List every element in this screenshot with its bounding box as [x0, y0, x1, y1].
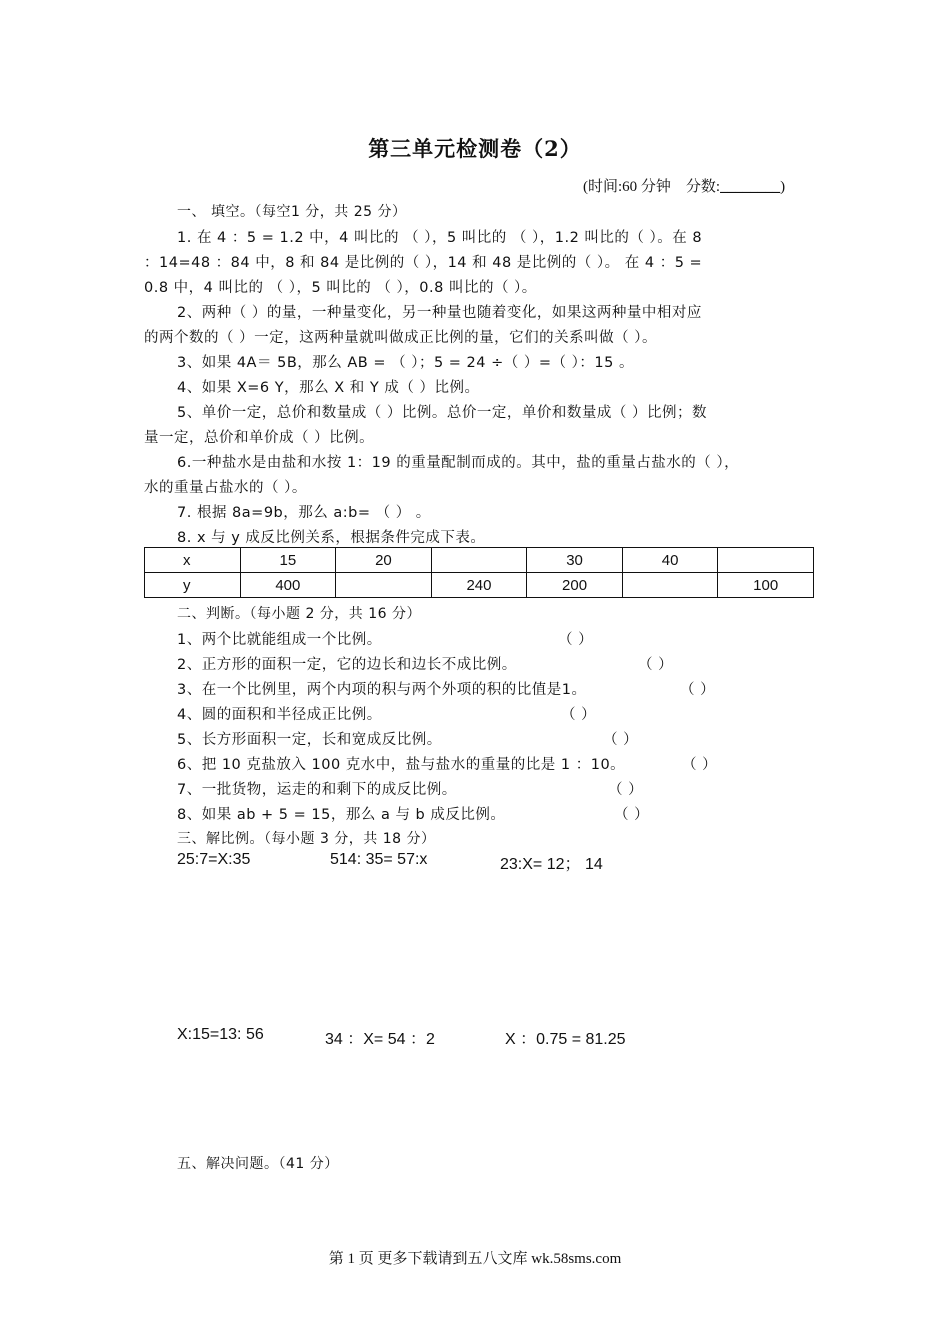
equation-3: 23:X= 12； 14: [500, 856, 603, 873]
table-cell: 100: [718, 573, 814, 598]
fill-line-7: 4、如果 X=6 Y，那么 X 和 Y 成（ ）比例。: [177, 380, 480, 396]
fill-line-6: 3、如果 4A＝ 5B，那么 AB = （ ）；5 = 24 ÷（ ）=（ ）：15 。: [177, 355, 634, 371]
equation-6: X ：0.75 = 81.25: [505, 1031, 626, 1048]
fill-line-4: 2、两种（ ）的量，一种量变化，另一种量也随着变化，如果这两种量中相对应: [177, 305, 702, 321]
fill-line-5: 的两个数的（ ）一定，这两种量就叫做成正比例的量，它们的关系叫做（ ）。: [144, 330, 657, 346]
proportion-table: [144, 547, 814, 598]
table-cell: 20: [336, 548, 432, 573]
fill-line-8: 5、单价一定，总价和数量成（ ）比例。总价一定，单价和数量成（ ）比例；数: [177, 405, 707, 421]
table-cell: 200: [527, 573, 623, 598]
judge-mark-6: （ ）: [682, 757, 718, 773]
section-3-heading: 三、解比例。（每小题 3 分，共 18 分）: [177, 831, 436, 847]
table-cell: 40: [622, 548, 718, 573]
judge-item-7: 7、一批货物，运走的和剩下的成反比例。: [177, 782, 457, 798]
fill-line-10: 6.一种盐水是由盐和水按 1：19 的重量配制而成的。其中，盐的重量占盐水的（ ），: [177, 455, 740, 471]
section-1-heading: 一、 填空。（每空1 分，共 25 分）: [177, 204, 407, 220]
table-row: [145, 573, 814, 598]
judge-mark-1: （ ）: [558, 632, 594, 648]
judge-mark-5: （ ）: [603, 732, 639, 748]
fill-line-12: 7. 根据 8a=9b，那么 a:b= （ ） 。: [177, 505, 431, 521]
fill-line-11: 水的重量占盐水的（ ）。: [144, 480, 307, 496]
table-row: [145, 548, 814, 573]
equation-5: 34 ：X= 54 ：2: [325, 1031, 435, 1048]
table-cell: [336, 573, 432, 598]
table-cell: [622, 573, 718, 598]
page-footer: 第 1 页 更多下载请到五八文库 wk.58sms.com: [328, 1251, 622, 1267]
fill-line-9: 量一定，总价和单价成（ ）比例。: [144, 430, 375, 446]
score-label: 分数:: [685, 179, 721, 195]
table-cell: 15: [240, 548, 336, 573]
fill-line-2: ：14=48 ：84 中，8 和 84 是比例的（ ），14 和 48 是比例的（ ）。 在 4 ：5 =: [144, 255, 703, 271]
section-5-heading: 五、解决问题。（41 分）: [177, 1156, 339, 1172]
score-blank: ________: [720, 179, 781, 195]
judge-mark-7: （ ）: [608, 782, 644, 798]
judge-item-6: 6、把 10 克盐放入 100 克水中，盐与盐水的重量的比是 1 ：10。: [177, 757, 626, 773]
equation-1: 25:7=X:35: [177, 851, 251, 868]
fill-line-1: 1. 在 4 ：5 = 1.2 中，4 叫比的 （ ），5 叫比的 （ ），1.2 叫比的（ ）。在 8: [177, 230, 703, 246]
judge-mark-8: （ ）: [614, 807, 650, 823]
judge-item-1: 1、两个比就能组成一个比例。: [177, 632, 382, 648]
judge-item-2: 2、正方形的面积一定，它的边长和边长不成比例。: [177, 657, 517, 673]
judge-item-8: 8、如果 ab + 5 = 15，那么 a 与 b 成反比例。: [177, 807, 506, 823]
table-cell: 30: [527, 548, 623, 573]
table-cell: y: [145, 573, 241, 598]
score-close: ): [780, 179, 786, 195]
judge-mark-4: （ ）: [561, 707, 597, 723]
equation-2: 514: 35= 57:x: [330, 851, 428, 868]
section-2-heading: 二、判断。（每小题 2 分，共 16 分）: [177, 606, 422, 622]
time-label: (时间:60 分钟: [583, 179, 671, 195]
table-cell: 240: [431, 573, 527, 598]
fill-line-3: 0.8 中，4 叫比的 （ ），5 叫比的 （ ），0.8 叫比的（ ）。: [144, 280, 537, 296]
judge-item-4: 4、圆的面积和半径成正比例。: [177, 707, 382, 723]
table-cell: 400: [240, 573, 336, 598]
fill-line-13: 8. x 与 y 成反比例关系，根据条件完成下表。: [177, 530, 486, 546]
equation-4: X:15=13: 56: [177, 1026, 264, 1043]
judge-item-3: 3、在一个比例里，两个内项的积与两个外项的积的比值是1。: [177, 682, 587, 698]
table-cell: [431, 548, 527, 573]
judge-item-5: 5、长方形面积一定，长和宽成反比例。: [177, 732, 442, 748]
time-score-line: [583, 175, 785, 196]
judge-mark-3: （ ）: [680, 682, 716, 698]
table-cell: x: [145, 548, 241, 573]
page-title: 第三单元检测卷（2）: [368, 136, 582, 161]
table-cell: [718, 548, 814, 573]
judge-mark-2: （ ）: [638, 657, 674, 673]
